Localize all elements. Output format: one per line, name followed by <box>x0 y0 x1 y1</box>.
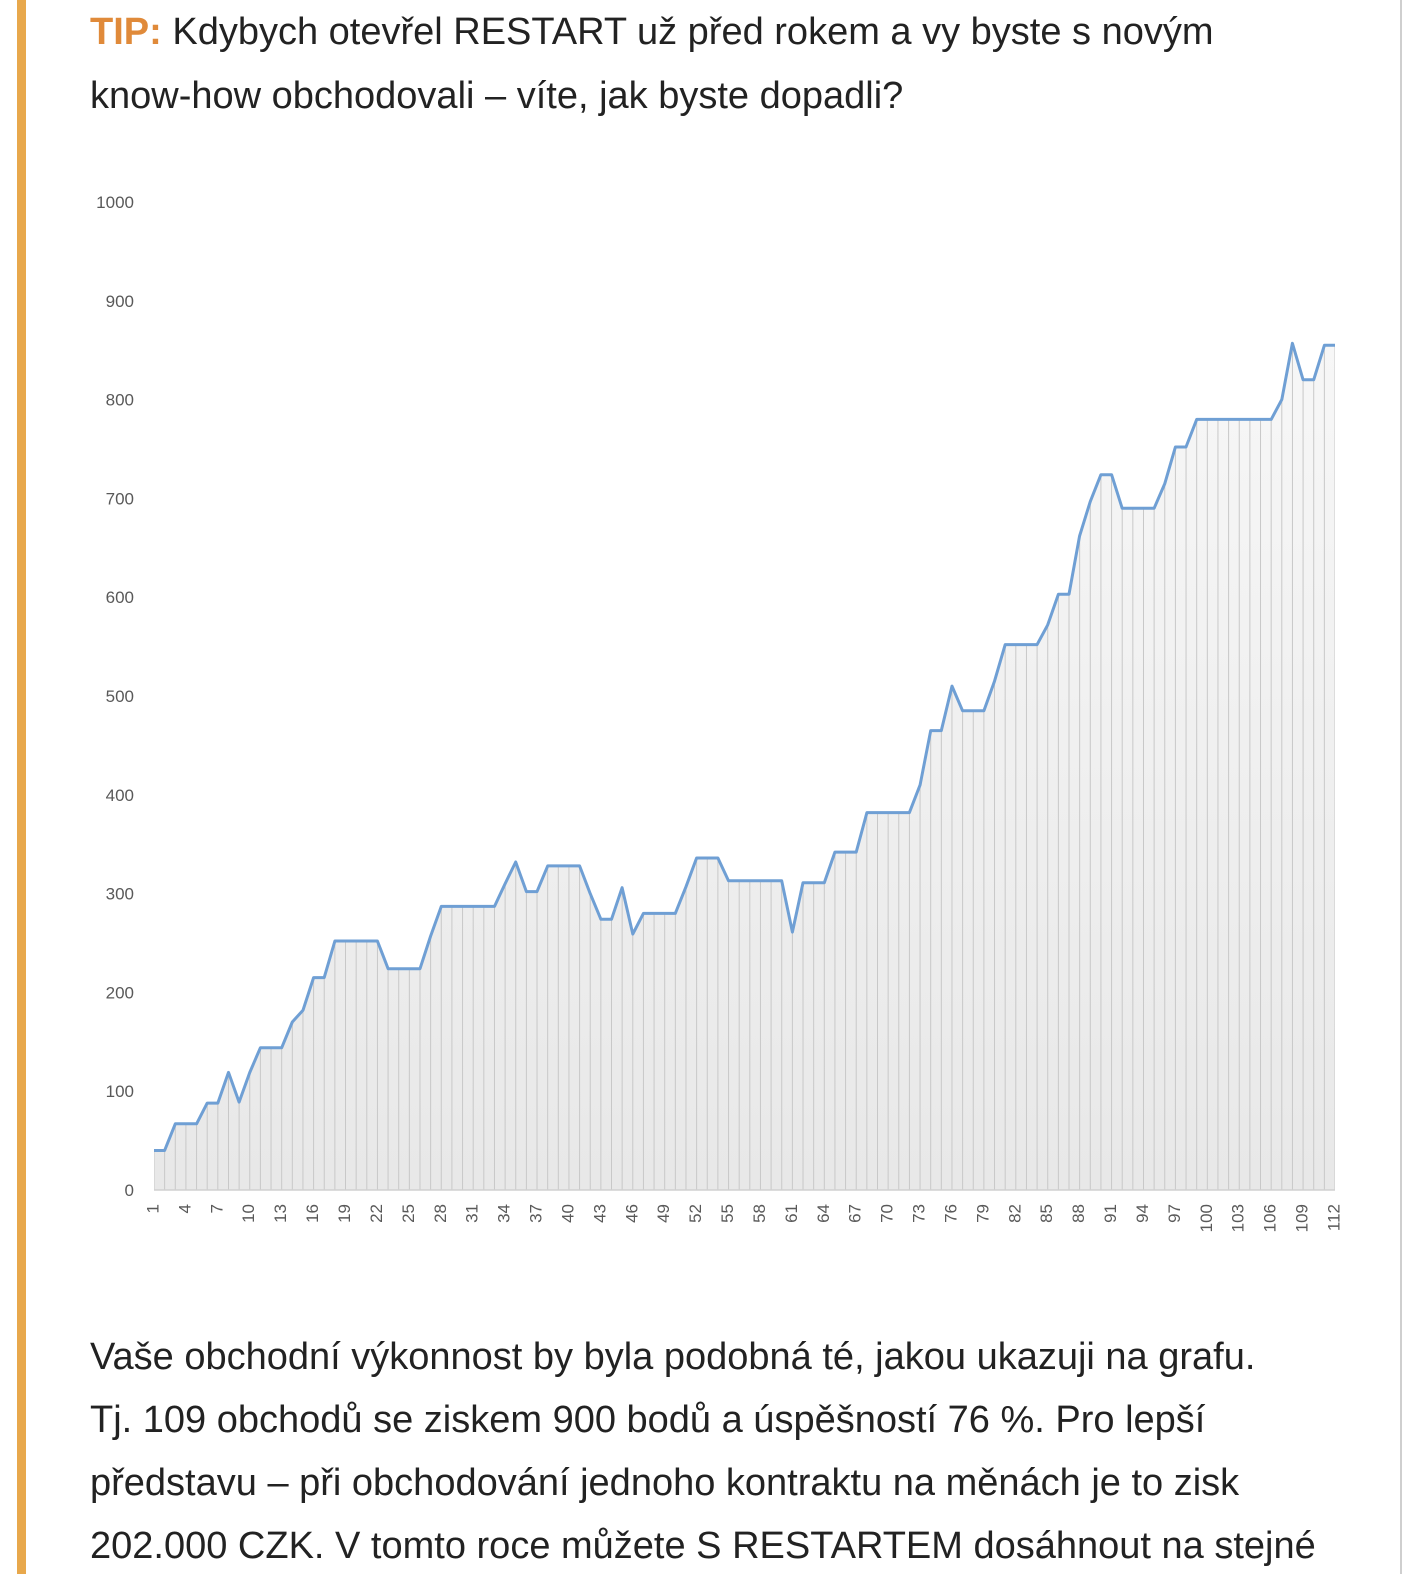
x-tick-label: 91 <box>1101 1204 1121 1223</box>
x-tick-label: 22 <box>366 1204 386 1223</box>
x-tick-label: 85 <box>1037 1204 1057 1223</box>
x-tick-label: 19 <box>334 1204 354 1223</box>
tip-paragraph <box>90 0 1350 128</box>
y-tick-label: 1000 <box>96 193 134 212</box>
x-tick-label: 67 <box>845 1204 865 1223</box>
y-tick-label: 400 <box>105 785 134 805</box>
x-tick-label: 25 <box>398 1204 418 1223</box>
x-tick-label: 31 <box>462 1204 482 1223</box>
x-tick-label: 97 <box>1164 1204 1184 1223</box>
x-tick-label: 82 <box>1005 1204 1025 1223</box>
x-tick-label: 10 <box>239 1204 259 1223</box>
x-tick-label: 52 <box>686 1204 706 1223</box>
x-tick-label: 70 <box>877 1204 897 1223</box>
y-tick-label: 900 <box>105 291 134 311</box>
performance-chart <box>80 180 1370 1250</box>
x-tick-label: 109 <box>1292 1204 1312 1233</box>
quote-accent-bar <box>17 0 26 1574</box>
y-tick-label: 100 <box>105 1082 134 1102</box>
tip-text-line1: Kdybych otevřel RESTART už před rokem a vy byste s novým <box>172 11 1214 53</box>
x-tick-label: 28 <box>430 1204 450 1223</box>
y-tick-label: 700 <box>105 489 134 509</box>
y-tick-label: 300 <box>105 884 134 904</box>
y-tick-label: 800 <box>105 390 134 410</box>
x-tick-label: 112 <box>1324 1204 1344 1232</box>
x-tick-label: 61 <box>781 1204 801 1223</box>
y-tick-label: 600 <box>105 588 134 608</box>
x-tick-label: 37 <box>526 1204 546 1223</box>
x-tick-label: 94 <box>1132 1204 1152 1223</box>
x-tick-label: 34 <box>494 1204 514 1223</box>
body-paragraph <box>90 1326 1360 1578</box>
body-line-4: 202.000 CZK. V tomto roce můžete S RESTARTEM dosáhnout na stejné <box>90 1525 1316 1567</box>
x-tick-label: 79 <box>973 1204 993 1223</box>
x-tick-label: 7 <box>207 1204 227 1214</box>
body-line-1: Vaše obchodní výkonnost by byla podobná té, jakou ukazuji na grafu. <box>90 1336 1256 1378</box>
area-fill <box>154 343 1335 1190</box>
chart-svg <box>80 180 1370 1250</box>
x-tick-label: 13 <box>271 1204 291 1223</box>
x-tick-label: 76 <box>941 1204 961 1223</box>
x-tick-label: 58 <box>749 1204 769 1223</box>
x-tick-label: 1 <box>143 1204 163 1214</box>
x-tick-label: 73 <box>909 1204 929 1223</box>
tip-text-line2: know-how obchodovali – víte, jak byste dopadli? <box>90 75 904 117</box>
x-tick-label: 88 <box>1069 1204 1089 1223</box>
x-tick-label: 43 <box>590 1204 610 1223</box>
x-tick-label: 16 <box>303 1204 323 1223</box>
x-tick-label: 55 <box>718 1204 738 1223</box>
body-line-3: představu – při obchodování jednoho kontraktu na měnách je to zisk <box>90 1462 1240 1504</box>
x-tick-label: 40 <box>558 1204 578 1223</box>
x-tick-label: 100 <box>1196 1204 1216 1233</box>
x-tick-label: 49 <box>654 1204 674 1223</box>
body-line-2: Tj. 109 obchodů se ziskem 900 bodů a úspěšností 76 %. Pro lepší <box>90 1399 1206 1441</box>
tip-label: TIP: <box>90 11 162 53</box>
x-tick-label: 103 <box>1228 1204 1248 1233</box>
y-tick-label: 200 <box>105 983 134 1003</box>
x-tick-label: 64 <box>813 1204 833 1223</box>
y-tick-label: 500 <box>105 687 134 706</box>
y-tick-label: 0 <box>124 1181 134 1200</box>
x-tick-label: 4 <box>175 1204 195 1214</box>
x-tick-label: 106 <box>1260 1204 1280 1233</box>
x-tick-label: 46 <box>622 1204 642 1223</box>
